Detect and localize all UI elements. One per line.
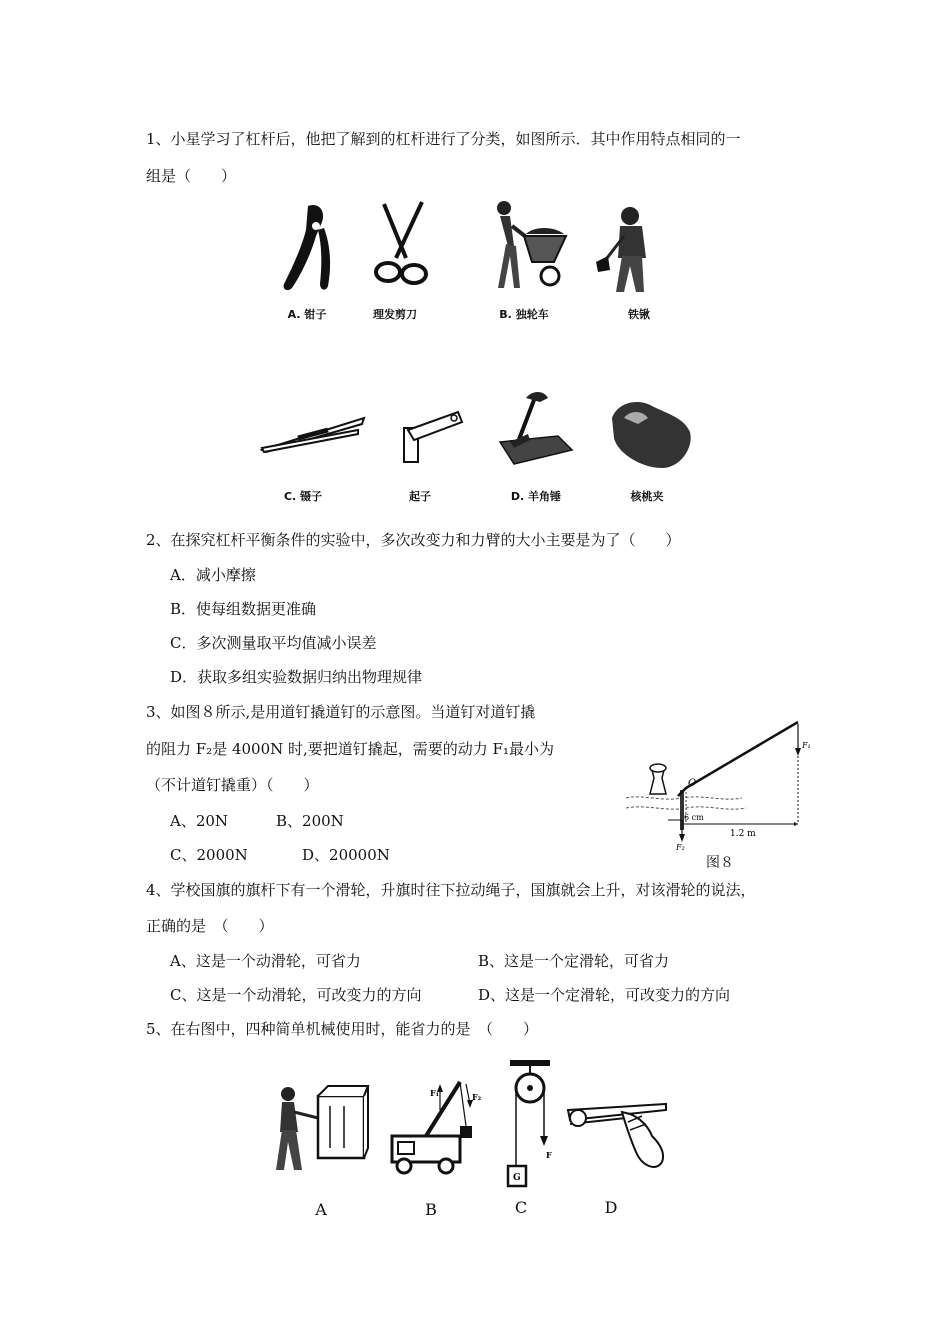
worker-pulling-box-illustration — [272, 1080, 370, 1176]
figure8-label-o: O — [688, 778, 697, 789]
nutcracker-illustration — [608, 398, 694, 472]
q4-option-b: B、这是一个定滑轮，可省力 — [478, 952, 670, 970]
q1-caption-hair-scissors: 理发剪刀 — [373, 308, 417, 321]
pulley-label-g: G — [513, 1173, 521, 1183]
pliers-illustration — [278, 200, 348, 292]
q4-stem-line1: 4、学校国旗的旗杆下有一个滑轮，升旗时往下拉动绳子，国旗就会上升，对该滑轮的说法， — [146, 881, 756, 899]
shovel-worker-illustration — [594, 200, 664, 294]
bottle-opener-illustration — [400, 408, 466, 466]
figure8-caption: 图８ — [706, 855, 734, 871]
q5-caption-b: B — [425, 1200, 437, 1219]
q3-stem-line3: （不计道钉撬重）（ ） — [146, 776, 319, 794]
figure8-label-f2: F₂ — [676, 843, 685, 852]
figure8-label-1-2m: 1.2 m — [730, 829, 756, 839]
q2-option-a: A．减小摩擦 — [170, 566, 256, 584]
hand-tongs-illustration — [566, 1092, 672, 1176]
q3-option-a: A、20N — [170, 812, 229, 830]
q1-caption-pliers: A. 钳子 — [287, 308, 327, 321]
q1-caption-nutcracker: 核桃夹 — [630, 490, 664, 503]
figure8-label-f1: F₁ — [802, 741, 811, 750]
q4-option-d: D、这是一个定滑轮，可改变力的方向 — [478, 986, 731, 1004]
q2-option-b: B．使每组数据更准确 — [170, 600, 317, 618]
q1-stem-line2: 组是（ ） — [146, 167, 237, 185]
crane-label-f1: F₁ — [430, 1088, 440, 1098]
crane-truck-illustration — [386, 1070, 486, 1178]
q5-caption-a: A — [315, 1200, 327, 1219]
scissors-illustration — [370, 200, 434, 292]
q1-caption-opener: 起子 — [409, 490, 431, 503]
q1-caption-tweezers: C. 镊子 — [283, 490, 323, 503]
q3-stem-line1: 3、如图８所示,是用道钉撬道钉的示意图。当道钉对道钉撬 — [146, 703, 536, 721]
rail-spike-crowbar-figure — [622, 716, 812, 852]
claw-hammer-illustration — [500, 390, 574, 468]
q3-option-b: B、200N — [276, 812, 344, 830]
crane-label-f2: F₂ — [472, 1092, 482, 1102]
q1-caption-shovel: 铁锹 — [628, 308, 650, 321]
fixed-pulley-illustration — [508, 1058, 552, 1190]
q2-option-c: C．多次测量取平均值减小误差 — [170, 634, 377, 652]
q1-caption-wheelbarrow: B. 独轮车 — [499, 308, 549, 321]
q4-option-a: A、这是一个动滑轮，可省力 — [170, 952, 361, 970]
q2-stem: 2、在探究杠杆平衡条件的实验中，多次改变力和力臂的大小主要是为了（ ） — [146, 531, 681, 549]
pulley-label-f: F — [546, 1150, 552, 1160]
q1-caption-claw-hammer: D. 羊角锤 — [510, 490, 562, 503]
tweezers-illustration — [258, 412, 368, 454]
q3-option-c: C、2000N — [170, 846, 248, 864]
figure8-label-6cm: 6 cm — [684, 813, 704, 822]
q4-option-c: C、这是一个动滑轮，可改变力的方向 — [170, 986, 422, 1004]
q1-stem-line1: 1、小星学习了杠杆后，他把了解到的杠杆进行了分类，如图所示．其中作用特点相同的一 — [146, 130, 741, 148]
q5-caption-d: D — [604, 1198, 618, 1217]
q4-stem-line2: 正确的是 （ ） — [146, 917, 274, 935]
q2-option-d: D．获取多组实验数据归纳出物理规律 — [170, 668, 423, 686]
wheelbarrow-illustration — [474, 196, 570, 294]
q3-stem-line2: 的阻力 F₂是 4000N 时,要把道钉撬起，需要的动力 F₁最小为 — [146, 740, 554, 758]
q5-caption-c: C — [514, 1198, 528, 1217]
q3-option-d: D、20000N — [302, 846, 390, 864]
q5-stem: 5、在右图中，四种简单机械使用时，能省力的是 （ ） — [146, 1020, 539, 1038]
